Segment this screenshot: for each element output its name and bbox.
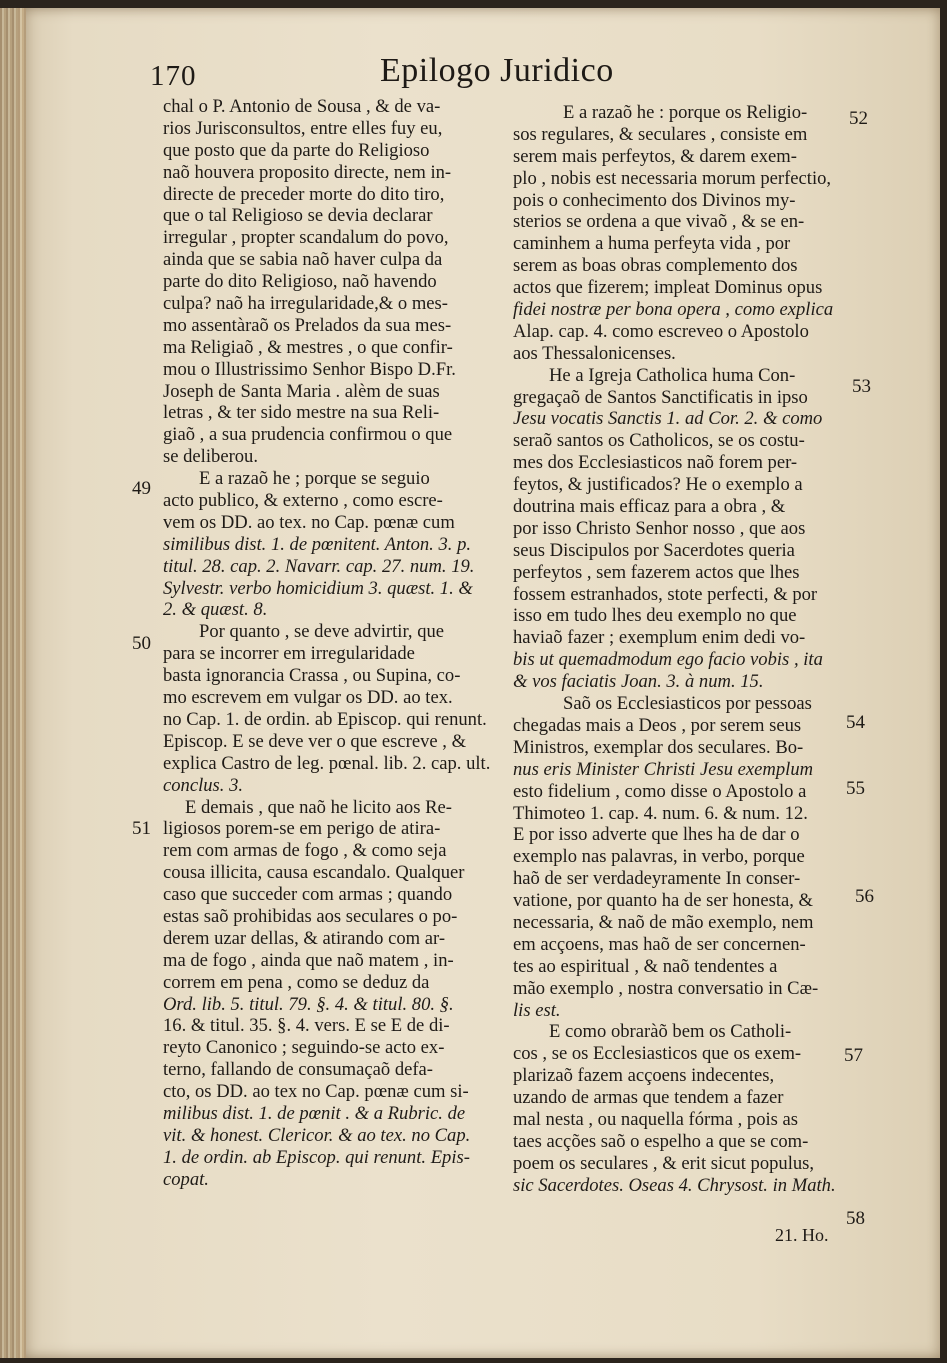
text-line: tes ao espiritual , & naõ tendentes a (513, 955, 778, 977)
text-line: Ord. lib. 5. titul. 79. §. 4. & titul. 80. §. (163, 993, 454, 1015)
margin-number-55: 55 (846, 778, 865, 799)
text-line: mal nesta , ou naquella fórma , pois as (513, 1108, 799, 1130)
text-line: chal o P. Antonio de Sousa , & de va- (163, 96, 441, 117)
text-line: em acçoens, mas haõ de ser concernen- (513, 933, 806, 955)
text-line: mo assentàraõ os Prelados da sua mes- (163, 314, 452, 336)
text-line: uzando de armas que tendem a fazer (513, 1087, 784, 1109)
text-line: rios Jurisconsultos, entre elles fuy eu, (163, 117, 443, 139)
text-line: milibus dist. 1. de pœnit . & a Rubric. de (163, 1102, 466, 1124)
margin-number-54: 54 (846, 712, 865, 733)
text-line: caso que succeder com armas ; quando (163, 884, 453, 906)
text-line: nus eris Minister Christi Jesu exemplum (513, 758, 814, 780)
text-line: plo , nobis est necessaria morum perfectio, (513, 167, 832, 189)
text-line: caminhem a huma perfeyta vida , por (513, 233, 791, 255)
text-line: serem as boas obras complemento dos (513, 255, 798, 277)
text-line: copat. (163, 1168, 209, 1190)
text-line: sic Sacerdotes. Oseas 4. Chrysost. in Math. (513, 1174, 836, 1196)
text-line: fossem estranhados, stote perfecti, & por (513, 583, 818, 605)
text-line: E como obraràõ bem os Catholi- (549, 1021, 792, 1043)
text-line: Alap. cap. 4. como escreveo o Apostolo (513, 320, 809, 342)
text-line: fidei nostræ per bona opera , como explica (513, 299, 834, 321)
text-line: giaõ , a sua prudencia confirmou o que (163, 424, 453, 446)
text-line: no Cap. 1. de ordin. ab Episcop. qui renunt. (163, 708, 487, 730)
margin-number-57: 57 (844, 1045, 863, 1066)
text-line: que posto que da parte do Religioso (163, 139, 430, 161)
text-line: que o tal Religioso se devia declarar (163, 205, 433, 227)
text-line: 1. de ordin. ab Episcop. qui renunt. Epis- (163, 1146, 470, 1168)
text-line: directe de preceder morte do dito tiro, (163, 183, 445, 205)
text-line: vem os DD. ao tex. no Cap. pœnæ cum (163, 511, 455, 533)
text-line: derem uzar dellas, & atirando com ar- (163, 927, 446, 949)
page-header (150, 52, 850, 102)
text-line: E a razaõ he ; porque se seguio (199, 468, 430, 490)
right-column (513, 102, 853, 1197)
text-line: mes dos Ecclesiasticos naõ forem per- (513, 452, 798, 474)
text-line: estas saõ prohibidas aos seculares o po- (163, 905, 458, 927)
text-line: haõ de ser verdadeyramente In conser- (513, 868, 801, 890)
text-line: conclus. 3. (163, 774, 244, 796)
margin-number-52: 52 (849, 108, 868, 129)
text-line: necessaria, & naõ de mão exemplo, nem (513, 911, 814, 933)
text-line: Episcop. E se deve ver o que escreve , & (163, 730, 467, 752)
text-line: 16. & titul. 35. §. 4. vers. E se E de di- (163, 1015, 450, 1037)
text-line: parte do dito Religioso, naõ havendo (163, 271, 437, 293)
text-line: similibus dist. 1. de pœnitent. Anton. 3. p. (163, 533, 472, 555)
text-line: cousa illicita, causa escandalo. Qualquer (163, 862, 465, 884)
text-line: isso em tudo lhes deu exemplo no que (513, 605, 797, 627)
text-line: se deliberou. (163, 446, 259, 468)
text-line: doutrina mais efficaz para a obra , & (513, 496, 786, 518)
text-line: cto, os DD. ao tex no Cap. pœnæ cum si- (163, 1081, 469, 1103)
text-line: titul. 28. cap. 2. Navarr. cap. 27. num. 19. (163, 555, 475, 577)
text-line: letras , & ter sido mestre na sua Reli- (163, 402, 440, 424)
text-line: mo escrevem em vulgar os DD. ao tex. (163, 687, 453, 709)
text-line: E demais , que naõ he licito aos Re- (185, 796, 452, 818)
text-line: terno, fallando de consumaçaõ defa- (163, 1059, 433, 1081)
margin-number-51: 51 (132, 818, 151, 839)
text-line: E por isso adverte que lhes ha de dar o (513, 824, 800, 846)
text-line: cos , se os Ecclesiasticos que os exem- (513, 1043, 802, 1065)
text-line: irregular , propter scandalum do povo, (163, 227, 449, 249)
page-number: 170 (150, 60, 197, 92)
text-line: sterios se ordena a que vivaõ , & se en- (513, 211, 805, 233)
text-line: ligiosos porem-se em perigo de atira- (163, 818, 441, 840)
text-line: basta ignorancia Crassa , ou Supina, co- (163, 665, 461, 687)
text-line: esto fidelium , como disse o Apostolo a (513, 780, 807, 802)
text-line: exemplo nas palavras, in verbo, porque (513, 846, 805, 868)
text-line: pois o conhecimento dos Divinos my- (513, 189, 796, 211)
text-line: mão exemplo , nostra conversatio in Cæ- (513, 977, 819, 999)
text-line: Ministros, exemplar dos seculares. Bo- (513, 736, 804, 758)
text-line: correm em pena , como se deduz da (163, 971, 430, 993)
text-line: Joseph de Santa Maria . alèm de suas (163, 380, 440, 402)
text-line: lis est. (513, 999, 561, 1021)
margin-number-50: 50 (132, 633, 151, 654)
text-line: aos Thessalonicenses. (513, 342, 676, 364)
text-line: culpa? naõ ha irregularidade,& o mes- (163, 293, 448, 315)
text-line: Por quanto , se deve advirtir, que (199, 621, 445, 643)
margin-number-56: 56 (855, 886, 874, 907)
left-column (163, 96, 503, 1191)
text-line: He a Igreja Catholica huma Con- (549, 364, 796, 386)
text-line: seus Discipulos por Sacerdotes queria (513, 539, 795, 561)
text-line: Saõ os Ecclesiasticos por pessoas (563, 693, 812, 715)
page-edge (0, 8, 26, 1358)
text-line: taes acções saõ o espelho a que se com- (513, 1130, 809, 1152)
running-title: Epilogo Juridico (380, 52, 614, 89)
text-line: actos que fizerem; impleat Dominus opus (513, 277, 823, 299)
text-line: perfeytos , sem fazerem actos que lhes (513, 561, 800, 583)
text-line: 2. & quæst. 8. (163, 599, 268, 621)
margin-number-53: 53 (852, 376, 871, 397)
text-line: ainda que se sabia naõ haver culpa da (163, 249, 443, 271)
catchword: 21. Ho. (775, 1225, 829, 1245)
text-line: vit. & honest. Clericor. & ao tex. no Cap. (163, 1124, 471, 1146)
text-line: mou o Illustrissimo Senhor Bispo D.Fr. (163, 358, 456, 380)
text-line: chegadas mais a Deos , por serem seus (513, 714, 802, 736)
text-line: reyto Canonico ; seguindo-se acto ex- (163, 1037, 445, 1059)
text-line: por isso Christo Senhor nosso , que aos (513, 517, 806, 539)
text-line: poem os seculares , & erit sicut populus, (513, 1152, 815, 1174)
text-line: naõ houvera proposito directe, nem in- (163, 161, 452, 183)
text-line: ma Religiaõ , & mestres , o que confir- (163, 336, 453, 358)
text-line: bis ut quemadmodum ego facio vobis , ita (513, 649, 823, 671)
text-line: plarizaõ fazem acçoens indecentes, (513, 1065, 775, 1087)
margin-number-58: 58 (846, 1208, 865, 1229)
text-line: serem mais perfeytos, & darem exem- (513, 145, 797, 167)
text-line: gregaçaõ de Santos Sanctificatis in ipso (513, 386, 808, 408)
text-line: feytos, & justificados? He o exemplo a (513, 474, 803, 496)
text-line: Sylvestr. verbo homicidium 3. quæst. 1. & (163, 577, 473, 599)
text-line: rem com armas de fogo , & como seja (163, 840, 447, 862)
text-line: Jesu vocatis Sanctis 1. ad Cor. 2. & como (513, 408, 823, 430)
margin-number-49: 49 (132, 478, 151, 499)
text-line: explica Castro de leg. pœnal. lib. 2. cap. ult. (163, 752, 491, 774)
text-line: para se incorrer em irregularidade (163, 643, 415, 665)
text-line: seraõ santos os Catholicos, se os costu- (513, 430, 805, 452)
text-line: vatione, por quanto ha de ser honesta, & (513, 890, 813, 912)
text-line: acto publico, & externo , como escre- (163, 490, 443, 512)
text-line: haviaõ fazer ; exemplum enim dedi vo- (513, 627, 806, 649)
text-line: sos regulares, & seculares , consiste em (513, 123, 808, 145)
text-line: & vos faciatis Joan. 3. à num. 15. (513, 671, 764, 693)
text-line: ma de fogo , ainda que naõ matem , in- (163, 949, 454, 971)
text-line: E a razaõ he : porque os Religio- (563, 102, 808, 123)
text-line: Thimoteo 1. cap. 4. num. 6. & num. 12. (513, 802, 808, 824)
